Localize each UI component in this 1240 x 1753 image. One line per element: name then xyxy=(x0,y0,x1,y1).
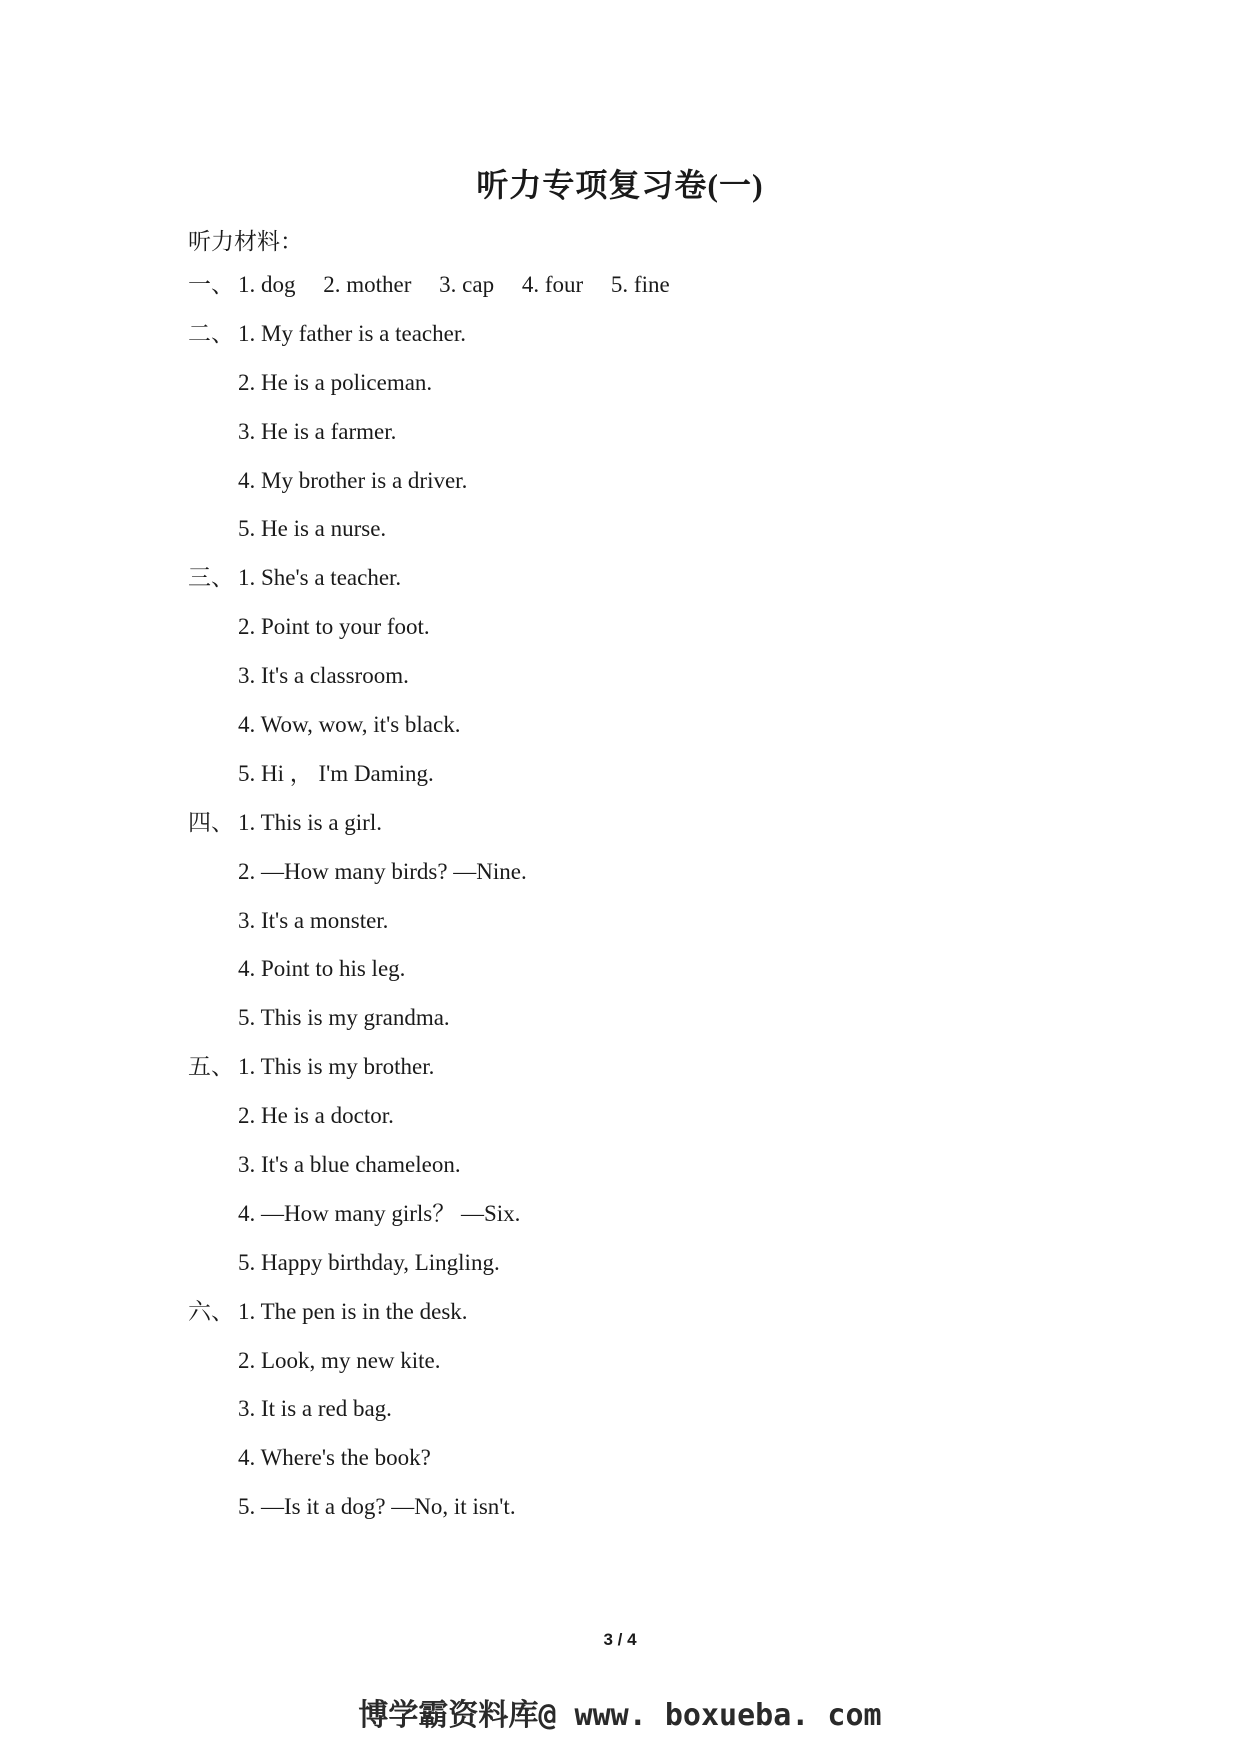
sentence: 1. This is my brother. xyxy=(238,1054,435,1080)
sentence: 3. It's a monster. xyxy=(238,907,389,933)
sentence: 2. Look, my new kite. xyxy=(238,1347,441,1373)
list-item xyxy=(188,1492,1088,1541)
sentence: 3. It is a red bag. xyxy=(238,1396,392,1422)
section-number: 五、 xyxy=(188,1054,234,1080)
sentence: 1. My father is a teacher. xyxy=(238,320,466,346)
listening-materials xyxy=(188,270,1088,1541)
page-title: 听力专项复习卷(一) xyxy=(476,167,764,203)
page-number: 3 / 4 xyxy=(603,1630,637,1649)
list-item xyxy=(188,954,1088,1003)
list-item xyxy=(188,1297,1088,1346)
list-item xyxy=(188,563,1088,612)
section-number: 三、 xyxy=(188,565,234,591)
list-item xyxy=(188,1101,1088,1150)
word-item: 5. fine xyxy=(610,272,670,297)
section-number: 一、 xyxy=(188,272,234,297)
sentence: 4. Where's the book? xyxy=(238,1445,431,1471)
sentence: 4. Point to his leg. xyxy=(238,956,406,982)
sentence: 4. —How many girls？ —Six. xyxy=(238,1200,521,1226)
section-label: 听力材料： xyxy=(188,229,303,254)
sentence: 5. This is my grandma. xyxy=(238,1005,450,1031)
list-item xyxy=(188,417,1088,466)
sentence: 1. The pen is in the desk. xyxy=(238,1298,468,1324)
list-item xyxy=(188,1248,1088,1297)
list-item xyxy=(188,466,1088,515)
list-item xyxy=(188,808,1088,857)
list-item xyxy=(188,368,1088,417)
sentence: 2. He is a policeman. xyxy=(238,369,433,395)
list-item xyxy=(188,1346,1088,1395)
list-item xyxy=(188,661,1088,710)
list-item xyxy=(188,1003,1088,1052)
sentence: 5. Happy birthday, Lingling. xyxy=(238,1249,500,1275)
sentence: 1. This is a girl. xyxy=(238,809,382,835)
list-item xyxy=(188,906,1088,955)
word-item: 3. cap xyxy=(439,272,495,297)
sentence: 3. He is a farmer. xyxy=(238,418,397,444)
sentence: 5. —Is it a dog? —No, it isn't. xyxy=(238,1494,516,1520)
list-item xyxy=(188,1443,1088,1492)
list-item xyxy=(188,1052,1088,1101)
sentence: 3. It's a blue chameleon. xyxy=(238,1152,461,1178)
list-item xyxy=(188,612,1088,661)
list-item xyxy=(188,1394,1088,1443)
sentence: 5. He is a nurse. xyxy=(238,516,387,542)
list-item xyxy=(188,319,1088,368)
list-item xyxy=(188,514,1088,563)
sentence: 4. My brother is a driver. xyxy=(238,467,468,493)
list-item xyxy=(188,857,1088,906)
section-number: 二、 xyxy=(188,320,234,346)
section-number: 四、 xyxy=(188,809,234,835)
word-item: 2. mother xyxy=(323,272,412,297)
list-item xyxy=(188,1150,1088,1199)
sentence: 2. Point to your foot. xyxy=(238,614,430,640)
sentence: 5. Hi ， I'm Daming. xyxy=(238,760,434,786)
sentence: 2. He is a doctor. xyxy=(238,1103,394,1129)
section-1 xyxy=(188,270,1088,319)
section-number: 六、 xyxy=(188,1298,234,1324)
word-item: 4. four xyxy=(521,272,584,297)
list-item xyxy=(188,1199,1088,1248)
sentence: 4. Wow, wow, it's black. xyxy=(238,712,461,738)
sentence: 1. She's a teacher. xyxy=(238,565,402,591)
sentence: 2. —How many birds? —Nine. xyxy=(238,858,527,884)
watermark: 博学霸资料库@ www. boxueba. com xyxy=(358,1698,882,1733)
list-item xyxy=(188,759,1088,808)
word-item: 1. dog xyxy=(238,272,296,297)
list-item xyxy=(188,710,1088,759)
sentence: 3. It's a classroom. xyxy=(238,663,409,689)
section-1-words xyxy=(238,270,692,300)
